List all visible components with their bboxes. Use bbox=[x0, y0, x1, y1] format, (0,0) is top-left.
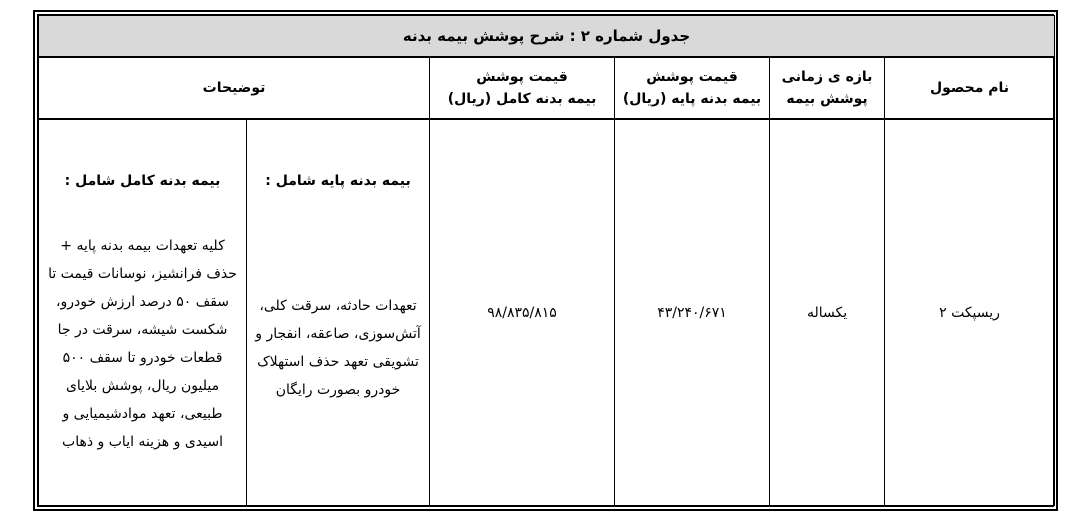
base-coverage-text: تعهدات حادثه، سرقت کلی، آتش‌سوزی، صاعقه، انفجار و تشویقی تعهد حذف استهلاک خودرو بصورت رایگان bbox=[255, 298, 421, 398]
header-full-price-line1: قیمت پوشش bbox=[476, 69, 568, 85]
header-base-price bbox=[615, 57, 770, 119]
header-full-price bbox=[430, 57, 615, 119]
header-description: توضیحات bbox=[39, 57, 430, 119]
header-full-price-line2: بیمه بدنه کامل (ریال) bbox=[447, 91, 597, 107]
header-base-price-line1: قیمت پوشش bbox=[646, 69, 738, 85]
header-coverage-period-line1: بازه ی زمانی bbox=[781, 69, 873, 85]
header-base-price-line2: بیمه بدنه پایه (ریال) bbox=[622, 91, 762, 107]
table-frame bbox=[33, 10, 1058, 511]
header-product-name: نام محصول bbox=[885, 57, 1055, 119]
header-coverage-period bbox=[770, 57, 885, 119]
cell-full-coverage bbox=[39, 119, 247, 506]
header-coverage-period-line2: پوشش بیمه bbox=[786, 91, 868, 107]
table-inner bbox=[37, 14, 1054, 507]
coverage-table bbox=[38, 15, 1055, 506]
cell-base-coverage bbox=[247, 119, 430, 506]
full-coverage-text: کلیه تعهدات بیمه بدنه پایه + حذف فرانشیز، نوسانات قیمت تا سقف ۵۰ درصد ارزش خودرو، شکست شیشه، سرقت در جا قطعات خودرو تا سقف ۵۰۰ میلیون ریال، پوشش بلایای طبیعی، تعهد موادشیمیایی و اسیدی و هزینه ایاب و ذهاب bbox=[48, 238, 237, 450]
cell-base-price: ۴۳/۲۴۰/۶۷۱ bbox=[615, 119, 770, 506]
cell-full-price: ۹۸/۸۳۵/۸۱۵ bbox=[430, 119, 615, 506]
table-title: جدول شماره ۲ : شرح پوشش بیمه بدنه bbox=[39, 16, 1055, 58]
cell-product-name: ریسپکت ۲ bbox=[885, 119, 1055, 506]
cell-coverage-period: یکساله bbox=[770, 119, 885, 506]
full-coverage-title: بیمه بدنه کامل شامل : bbox=[64, 173, 221, 189]
base-coverage-title: بیمه بدنه پایه شامل : bbox=[265, 173, 411, 189]
